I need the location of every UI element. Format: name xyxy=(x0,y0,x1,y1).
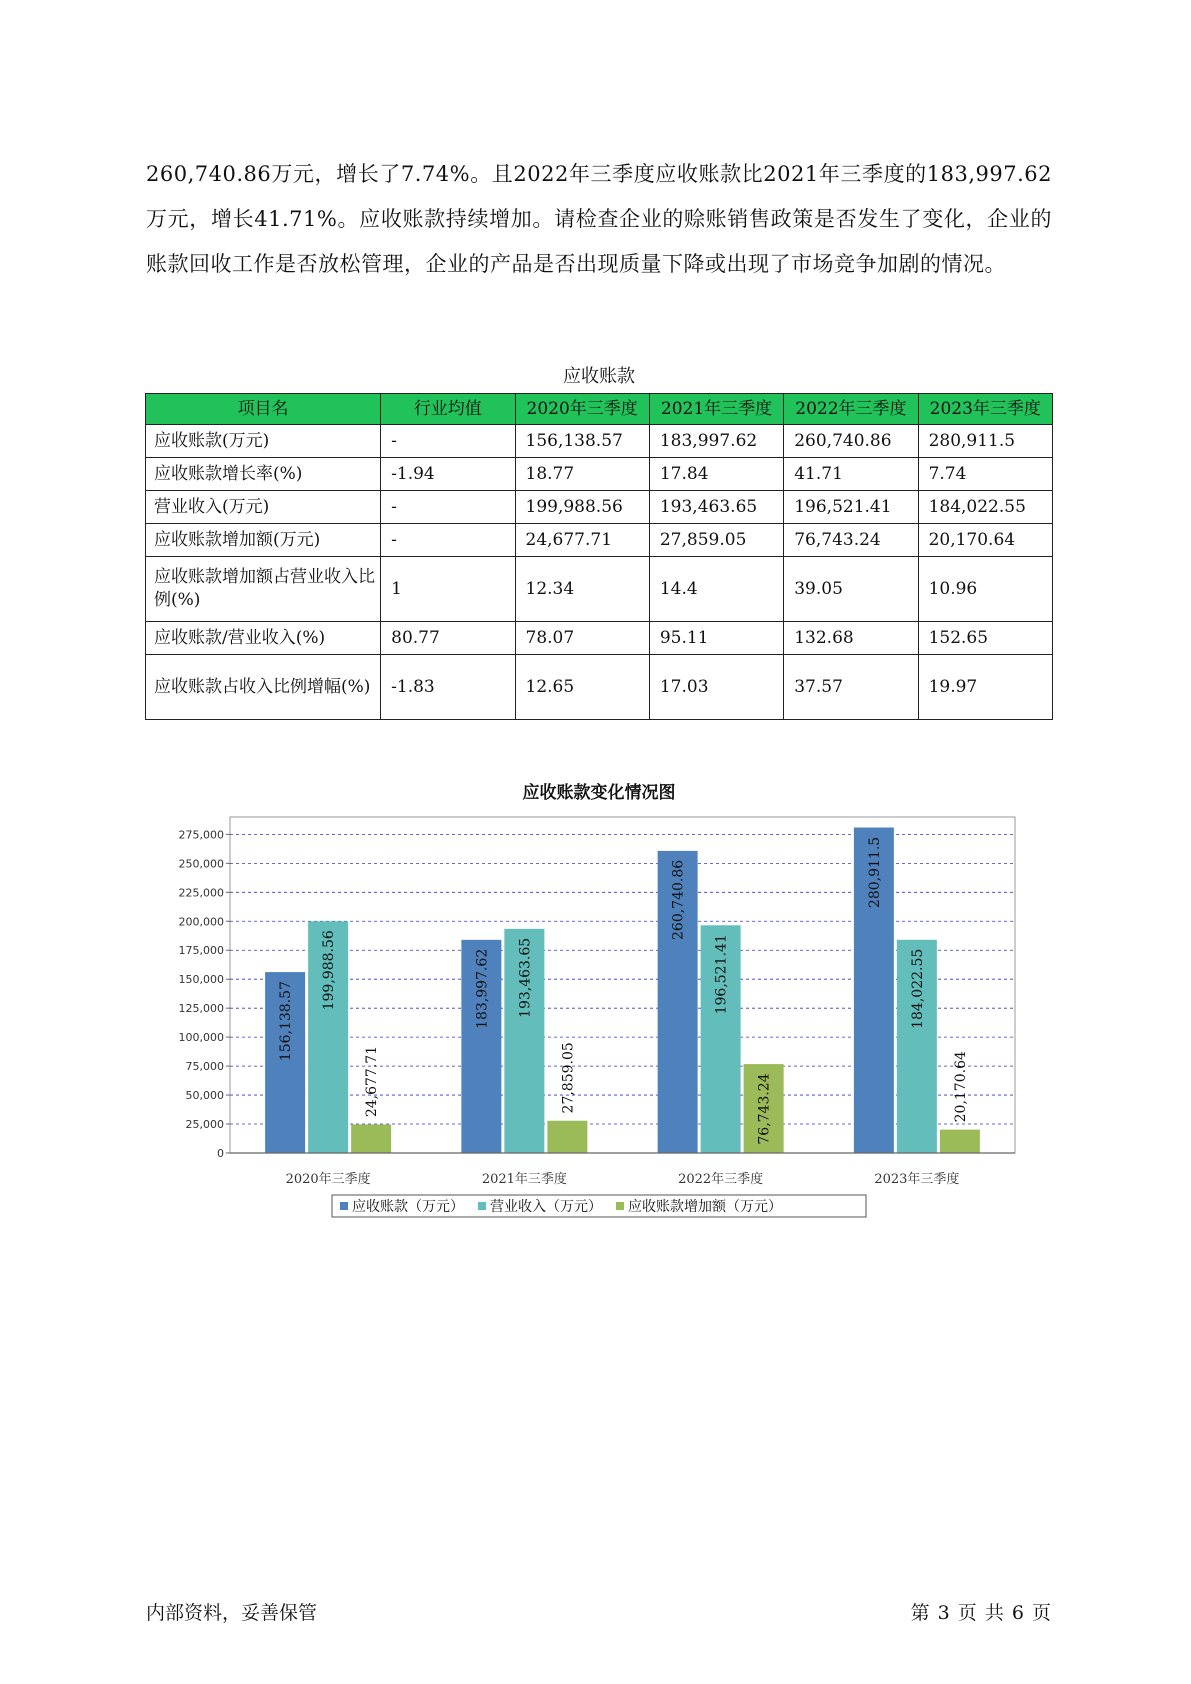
legend-label: 应收账款（万元） xyxy=(352,1199,464,1215)
table-row xyxy=(146,655,1053,720)
table-cell: - xyxy=(381,425,515,458)
table-cell: 78.07 xyxy=(515,622,649,655)
data-label: 27,859.05 xyxy=(560,1042,577,1114)
header-cell: 2023年三季度 xyxy=(918,394,1052,425)
data-label: 260,740.86 xyxy=(670,859,687,940)
y-tick-label: 225,000 xyxy=(178,886,224,900)
data-label: 196,521.41 xyxy=(713,934,730,1015)
table-cell: 76,743.24 xyxy=(784,524,918,557)
table-cell: 7.74 xyxy=(918,458,1052,491)
table-row xyxy=(146,524,1053,557)
table-cell: - xyxy=(381,524,515,557)
table-cell: 260,740.86 xyxy=(784,425,918,458)
y-tick-label: 150,000 xyxy=(178,973,224,987)
table-cell: 39.05 xyxy=(784,557,918,622)
row-label: 应收账款增加额(万元) xyxy=(146,524,381,557)
receivables-table xyxy=(145,393,1053,720)
x-tick-label: 2020年三季度 xyxy=(285,1172,371,1187)
data-label: 24,677.71 xyxy=(364,1045,381,1118)
table-row xyxy=(146,458,1053,491)
table-cell: 95.11 xyxy=(649,622,783,655)
table-cell: 37.57 xyxy=(784,655,918,720)
table-cell: 196,521.41 xyxy=(784,491,918,524)
table-cell: 184,022.55 xyxy=(918,491,1052,524)
header-cell: 行业均值 xyxy=(381,394,515,425)
receivables-bar-chart xyxy=(160,812,1030,1222)
table-cell: 24,677.71 xyxy=(515,524,649,557)
table-cell: 14.4 xyxy=(649,557,783,622)
y-tick-label: 50,000 xyxy=(185,1089,224,1103)
y-tick-label: 275,000 xyxy=(178,828,224,842)
table-cell: 132.68 xyxy=(784,622,918,655)
table-cell: 12.65 xyxy=(515,655,649,720)
row-label: 应收账款/营业收入(%) xyxy=(146,622,381,655)
row-label: 营业收入(万元) xyxy=(146,491,381,524)
table-cell: 19.97 xyxy=(918,655,1052,720)
data-label: 184,022.55 xyxy=(909,948,926,1029)
table-cell: 17.84 xyxy=(649,458,783,491)
data-label: 20,170.64 xyxy=(952,1051,969,1123)
table-cell: 10.96 xyxy=(918,557,1052,622)
data-label: 193,463.65 xyxy=(517,937,534,1018)
row-label: 应收账款(万元) xyxy=(146,425,381,458)
table-cell: 183,997.62 xyxy=(649,425,783,458)
y-tick-label: 25,000 xyxy=(185,1118,224,1132)
row-label: 应收账款增加额占营业收入比例(%) xyxy=(146,557,381,622)
y-tick-label: 200,000 xyxy=(178,915,224,929)
table-cell: -1.94 xyxy=(381,458,515,491)
table-row xyxy=(146,557,1053,622)
table-row xyxy=(146,491,1053,524)
table-cell: 27,859.05 xyxy=(649,524,783,557)
data-label: 76,743.24 xyxy=(756,1073,773,1145)
table-row xyxy=(146,425,1053,458)
table-cell: 80.77 xyxy=(381,622,515,655)
data-label: 156,138.57 xyxy=(278,981,295,1062)
table-cell: 17.03 xyxy=(649,655,783,720)
header-cell: 2022年三季度 xyxy=(784,394,918,425)
bar xyxy=(547,1121,587,1153)
table-cell: 20,170.64 xyxy=(918,524,1052,557)
row-label: 应收账款占收入比例增幅(%) xyxy=(146,655,381,720)
legend-label: 应收账款增加额（万元） xyxy=(628,1199,782,1215)
footer-page-number: 第 3 页 共 6 页 xyxy=(910,1602,1052,1624)
table-cell: 199,988.56 xyxy=(515,491,649,524)
legend-swatch xyxy=(478,1202,486,1210)
table-cell: 12.34 xyxy=(515,557,649,622)
x-tick-label: 2023年三季度 xyxy=(874,1172,960,1187)
row-label: 应收账款增长率(%) xyxy=(146,458,381,491)
table-cell: 193,463.65 xyxy=(649,491,783,524)
y-tick-label: 75,000 xyxy=(185,1060,224,1074)
y-tick-label: 125,000 xyxy=(178,1002,224,1016)
legend-swatch xyxy=(340,1202,348,1210)
x-tick-label: 2021年三季度 xyxy=(481,1172,567,1187)
table-cell: -1.83 xyxy=(381,655,515,720)
table-cell: 152.65 xyxy=(918,622,1052,655)
header-cell: 项目名 xyxy=(146,394,381,425)
header-cell: 2020年三季度 xyxy=(515,394,649,425)
y-tick-label: 175,000 xyxy=(178,944,224,958)
table-caption: 应收账款 xyxy=(563,366,635,387)
bar xyxy=(940,1130,980,1153)
y-tick-label: 250,000 xyxy=(178,857,224,871)
legend-swatch xyxy=(616,1202,624,1210)
footer-confidential: 内部资料，妥善保管 xyxy=(146,1602,318,1624)
table-cell: 156,138.57 xyxy=(515,425,649,458)
table-cell: 1 xyxy=(381,557,515,622)
x-tick-label: 2022年三季度 xyxy=(678,1172,764,1187)
data-label: 183,997.62 xyxy=(474,948,491,1029)
legend-label: 营业收入（万元） xyxy=(490,1199,602,1215)
data-label: 280,911.5 xyxy=(866,836,883,909)
header-cell: 2021年三季度 xyxy=(649,394,783,425)
chart-title: 应收账款变化情况图 xyxy=(522,783,676,803)
table-header-row xyxy=(146,394,1053,425)
table-row xyxy=(146,622,1053,655)
y-tick-label: 100,000 xyxy=(178,1031,224,1045)
table-cell: 280,911.5 xyxy=(918,425,1052,458)
y-tick-label: 0 xyxy=(217,1147,224,1160)
table-cell: 41.71 xyxy=(784,458,918,491)
bar xyxy=(351,1124,391,1153)
data-label: 199,988.56 xyxy=(321,930,338,1011)
analysis-paragraph: 260,740.86万元，增长了7.74%。且2022年三季度应收账款比2021年三季度的183,997.62万元，增长41.71%。应收账款持续增加。请检查企业的赊账销售政策是否发生了变化，企业的账款回收工作是否放松管理，企业的产品是否出现质量下降或出现了市场竞争加剧的情况。 xyxy=(146,162,1052,276)
table-cell: 18.77 xyxy=(515,458,649,491)
table-cell: - xyxy=(381,491,515,524)
